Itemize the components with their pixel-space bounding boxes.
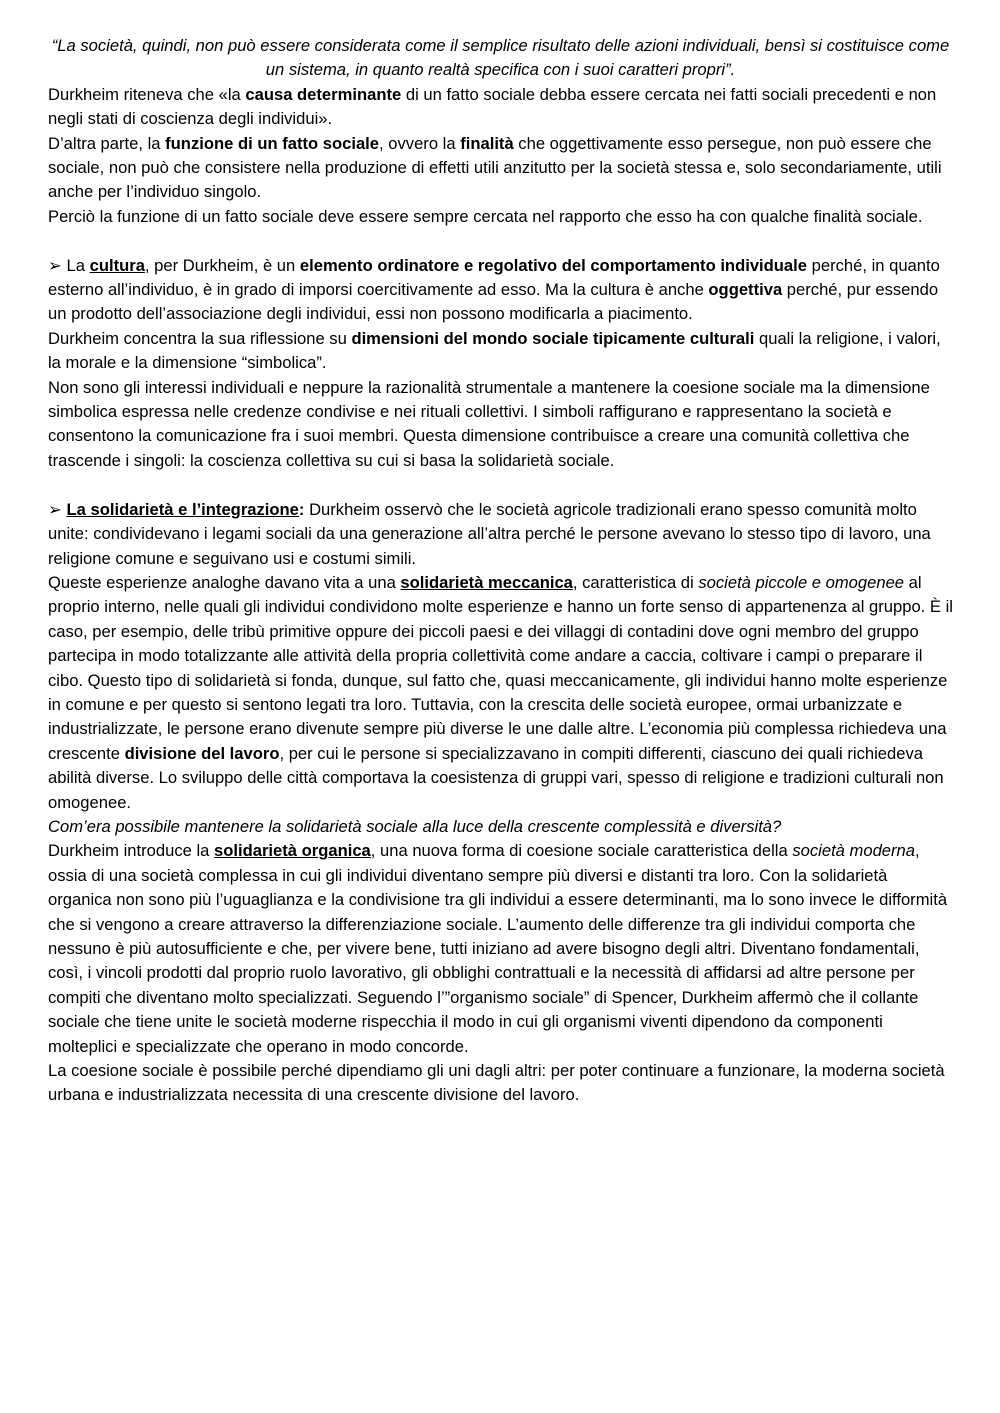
bold-term-divisione-lavoro: divisione del lavoro bbox=[124, 743, 280, 763]
bold-term-solidarieta-organica: solidarietà organica bbox=[214, 841, 371, 861]
italic-question bbox=[48, 815, 953, 839]
opening-quote: “La società, quindi, non può essere considerata come il semplice risultato delle azioni individuali, bensì si costituisce come un sistema, in quanto realtà specifica con i suoi caratteri propri”. bbox=[51, 36, 950, 80]
paragraph-solidarieta-meccanica bbox=[48, 571, 953, 815]
spacer bbox=[48, 473, 953, 497]
bold-term-finalita: finalità bbox=[460, 133, 514, 153]
document-page bbox=[48, 34, 953, 1108]
text-run: Queste esperienze analoghe davano vita a una bbox=[48, 572, 401, 592]
text-run: , ovvero la bbox=[379, 133, 461, 153]
text-run: perché, in quanto esterno all’individuo, è in grado di imporsi coercitivamente ad esso. Ma la cultura è anche bbox=[48, 255, 940, 300]
question-text: Com’era possibile mantenere la solidarietà sociale alla luce della crescente complessità e diversità? bbox=[48, 816, 782, 836]
bold-term-funzione: funzione di un fatto sociale bbox=[165, 133, 380, 153]
section-cultura bbox=[48, 254, 953, 327]
heading-colon: : bbox=[298, 499, 305, 519]
paragraph-dimensione-simbolica: Non sono gli interessi individuali e neppure la razionalità strumentale a mantenere la coesione sociale ma la dimensione simbolica espressa nelle credenze condivise e nei rituali collettivi. I simboli raffigurano e rappresentano la società e consentono la comunicazione fra i suoi membri. Questa dimensione contribuisce a creare una comunità collettiva che trascende i singoli: la coscienza collettiva su cui si basa la solidarietà sociale. bbox=[48, 377, 930, 470]
bold-term-dimensioni: dimensioni del mondo sociale tipicamente culturali bbox=[351, 328, 755, 348]
bold-term-causa-determinante: causa determinante bbox=[245, 84, 402, 104]
text-run: che oggettivamente esso persegue, non può essere che sociale, non può che consistere nella produzione di effetti utili anzitutto per la società stessa e, solo secondariamente, utili anche per l’individuo singolo. bbox=[48, 133, 942, 202]
arrow-bullet-icon: ➢ bbox=[48, 499, 62, 519]
text-run: Durkheim introduce la bbox=[48, 841, 215, 861]
text-run: , ossia di una società complessa in cui gli individui diventano sempre più diversi e distanti tra loro. Con la solidarietà organica non sono più l’uguaglianza e la condivisione tra gli individui a essere determinanti, ma lo sono invece le difformità che si vengono a creare attraverso la differenziazione sociale. L’aumento delle differenze tra gli individui comporta che nessuno è più autosufficiente e che, per vivere bene, tutti iniziano ad avere bisogno degli altri. Diventano fondamentali, così, i vincoli prodotti dal proprio ruolo lavorativo, gli obblighi contrattuali e la necessità di affidarsi ad altre persone per compiti che diventano molto specializzati. Seguendo l’”organismo sociale” di Spencer, Durkheim affermò che il collante sociale che tiene unite le società moderne rispecchia il modo in cui gli organismi viventi dipendono da componenti molteplici e specializzate che operano in modo concorde. bbox=[48, 841, 948, 1056]
paragraph-solidarieta-organica bbox=[48, 839, 953, 1059]
section-solidarieta bbox=[48, 498, 953, 571]
paragraph-causa-determinante bbox=[48, 83, 953, 132]
text-run: al proprio interno, nelle quali gli individui condividono molte esperienze e hanno un forte senso di appartenenza al gruppo. È il caso, per esempio, delle tribù primitive oppure dei piccoli paesi e dei villaggi di contadini dove ogni membro del gruppo partecipa in modo totalizzante alle attività della propria collettività come andare a caccia, coltivare i campi o preparare il cibo. Questo tipo di solidarietà si fonda, dunque, sul fatto che, quasi meccanicamente, gli individui hanno molte esperienze in comune e per questo si sentono legati tra loro. Tuttavia, con la crescita delle società europee, ormai urbanizzate e industrializzate, le persone erano divenute sempre più diverse le une dalle altre. L’economia più complessa richiedeva una crescente bbox=[48, 572, 953, 763]
text-run: , una nuova forma di coesione sociale caratteristica della bbox=[370, 841, 793, 861]
paragraph-dimensioni-culturali bbox=[48, 327, 953, 376]
text-run: La bbox=[61, 255, 90, 275]
text-run: , per Durkheim, è un bbox=[144, 255, 300, 275]
bold-term-solidarieta-meccanica: solidarietà meccanica bbox=[400, 572, 573, 592]
text-run: , per cui le persone si specializzavano in compiti differenti, ciascuno dei quali richiedeva abilità diverse. Lo sviluppo delle città comportava la coesistenza di gruppi vari, spesso di religione e tradizioni culturali non omogenee. bbox=[48, 743, 944, 812]
bold-term-elemento-ordinatore: elemento ordinatore e regolativo del comportamento individuale bbox=[299, 255, 807, 275]
text-run: quali la religione, i valori, la morale e la dimensione “simbolica”. bbox=[48, 328, 941, 373]
paragraph-finalita-sociale: Perciò la funzione di un fatto sociale deve essere sempre cercata nel rapporto che esso ha con qualche finalità sociale. bbox=[48, 206, 923, 226]
spacer bbox=[48, 229, 953, 253]
text-run: D’altra parte, la bbox=[48, 133, 166, 153]
paragraph-coesione-sociale: La coesione sociale è possibile perché dipendiamo gli uni dagli altri: per poter continuare a funzionare, la moderna società urbana e industrializzata necessita di una crescente divisione del lavoro. bbox=[48, 1061, 945, 1105]
text-run: Durkheim concentra la sua riflessione su bbox=[48, 328, 352, 348]
text-run: Durkheim riteneva che «la bbox=[48, 84, 246, 104]
text-run: Durkheim osservò che le società agricole tradizionali erano spesso comunità molto unite: condividevano i legami sociali da una generazione all’altra perché le persone avevano lo stesso tipo di lavoro, una religione comune e seguivano usi e costumi simili. bbox=[48, 499, 931, 568]
text-run: , caratteristica di bbox=[572, 572, 699, 592]
text-run: perché, pur essendo un prodotto dell’associazione degli individui, essi non possono modificarla a piacimento. bbox=[48, 280, 939, 324]
bold-term-oggettiva: oggettiva bbox=[708, 280, 783, 300]
heading-term-solidarieta: La solidarietà e l’integrazione bbox=[66, 499, 299, 519]
italic-term-societa-moderna: società moderna bbox=[792, 841, 916, 861]
text-run: di un fatto sociale debba essere cercata nei fatti sociali precedenti e non negli stati di coscienza degli individui». bbox=[48, 84, 937, 129]
heading-term-cultura: cultura bbox=[89, 255, 145, 275]
arrow-bullet-icon: ➢ bbox=[48, 255, 62, 275]
paragraph-funzione bbox=[48, 132, 953, 205]
italic-term-societa-piccole: società piccole e omogenee bbox=[698, 572, 905, 592]
